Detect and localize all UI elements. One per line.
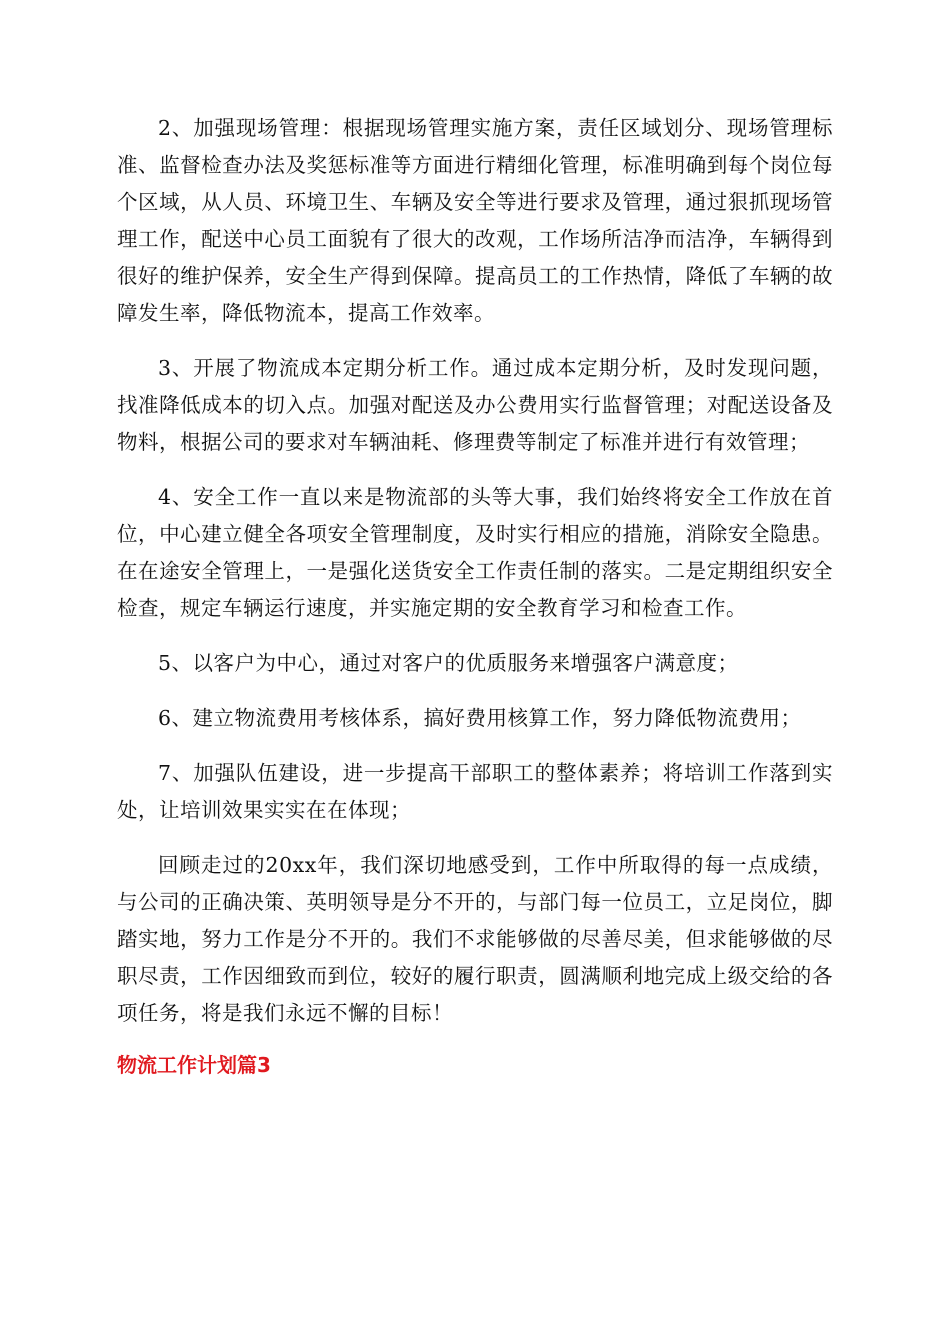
paragraph-review: 回顾走过的20xx年，我们深切地感受到，工作中所取得的每一点成绩，与公司的正确决策、英明领导是分不开的，与部门每一位员工，立足岗位，脚踏实地，努力工作是分不开的。我们不求能够做的尽善尽美，但求能够做的尽职尽责，工作因细致而到位，较好的履行职责，圆满顺利地完成上级交给的各项任务，将是我们永远不懈的目标！ bbox=[117, 853, 833, 1025]
paragraph-item-2: 2、加强现场管理：根据现场管理实施方案，责任区域划分、现场管理标准、监督检查办法及奖惩标准等方面进行精细化管理，标准明确到每个岗位每个区域，从人员、环境卫生、车辆及安全等进行要求及管理，通过狠抓现场管理工作，配送中心员工面貌有了很大的改观，工作场所洁净而洁净，车辆得到很好的维护保养，安全生产得到保障。提高员工的工作热情，降低了车辆的故障发生率，降低物流本，提高工作效率。 bbox=[117, 116, 833, 325]
document-page bbox=[117, 110, 833, 1080]
paragraph-item-4: 4、安全工作一直以来是物流部的头等大事，我们始终将安全工作放在首位，中心建立健全各项安全管理制度，及时实行相应的措施，消除安全隐患。在在途安全管理上，一是强化送货安全工作责任制的落实。二是定期组织安全检查，规定车辆运行速度，并实施定期的安全教育学习和检查工作。 bbox=[117, 485, 833, 620]
section-title: 物流工作计划篇3 bbox=[117, 1053, 271, 1077]
paragraph-item-6: 6、建立物流费用考核体系，搞好费用核算工作，努力降低物流费用； bbox=[158, 706, 802, 730]
paragraph-item-5: 5、以客户为中心，通过对客户的优质服务来增强客户满意度； bbox=[158, 651, 739, 675]
paragraph-item-7: 7、加强队伍建设，进一步提高干部职工的整体素养；将培训工作落到实处，让培训效果实实在在体现； bbox=[117, 761, 833, 822]
paragraph-item-3: 3、开展了物流成本定期分析工作。通过成本定期分析，及时发现问题，找准降低成本的切入点。加强对配送及办公费用实行监督管理；对配送设备及物料，根据公司的要求对车辆油耗、修理费等制定了标准并进行有效管理； bbox=[117, 356, 833, 454]
